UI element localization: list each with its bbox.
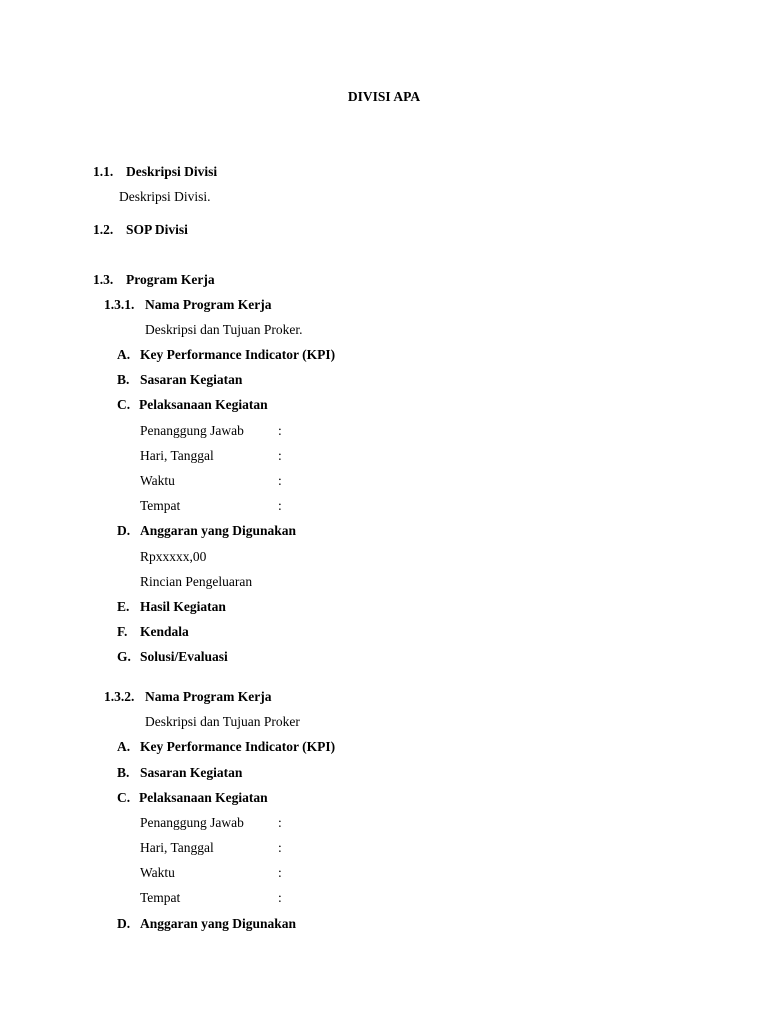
section-title: SOP Divisi [126,222,188,237]
subsection-heading-1-3-1 [104,297,272,313]
document-title: DIVISI APA [347,89,421,104]
section-number: 1.1. [93,164,114,179]
item-g: G. Solusi/Evaluasi [117,649,228,664]
field-label: Tempat [140,890,181,905]
item-c: C. Pelaksanaan Kegiatan [117,790,268,805]
item-d: D. Anggaran yang Digunakan [117,916,297,931]
field-colon: : [278,448,282,463]
item-b: B. Sasaran Kegiatan [117,372,243,387]
field-colon: : [278,865,282,880]
section-title: Deskripsi Divisi [126,164,218,179]
field-colon: : [278,840,282,855]
item-b: B. Sasaran Kegiatan [117,765,243,780]
program-description: Deskripsi dan Tujuan Proker [145,714,300,729]
field-colon: : [278,473,282,488]
section-number: 1.3. [93,272,114,287]
budget-detail: Rincian Pengeluaran [140,574,253,589]
field-label: Hari, Tanggal [140,840,214,855]
field-colon: : [278,498,282,513]
field-colon: : [278,815,282,830]
section-body: Deskripsi Divisi. [119,189,211,204]
field-label: Hari, Tanggal [140,448,214,463]
subsection-number: 1.3.2. [104,689,135,704]
field-label: Waktu [140,865,175,880]
section-heading-1-3 [93,272,215,288]
section-heading-1-2 [93,222,188,238]
subsection-title: Nama Program Kerja [145,297,272,312]
item-e: E. Hasil Kegiatan [117,599,226,614]
field-label: Waktu [140,473,175,488]
item-c: C. Pelaksanaan Kegiatan [117,397,268,412]
section-number: 1.2. [93,222,114,237]
program-description: Deskripsi dan Tujuan Proker. [145,322,303,337]
field-label: Penanggung Jawab [140,815,244,830]
item-a: A. Key Performance Indicator (KPI) [117,739,336,754]
subsection-title: Nama Program Kerja [145,689,272,704]
item-f: F. Kendala [117,624,189,639]
subsection-number: 1.3.1. [104,297,135,312]
field-colon: : [278,423,282,438]
field-colon: : [278,890,282,905]
section-title: Program Kerja [126,272,215,287]
field-label: Penanggung Jawab [140,423,244,438]
budget-amount: Rpxxxxx,00 [140,549,207,564]
subsection-heading-1-3-2 [104,689,272,705]
field-label: Tempat [140,498,181,513]
section-heading-1-1 [93,164,218,180]
item-d: D. Anggaran yang Digunakan [117,523,297,538]
item-a: A. Key Performance Indicator (KPI) [117,347,336,362]
